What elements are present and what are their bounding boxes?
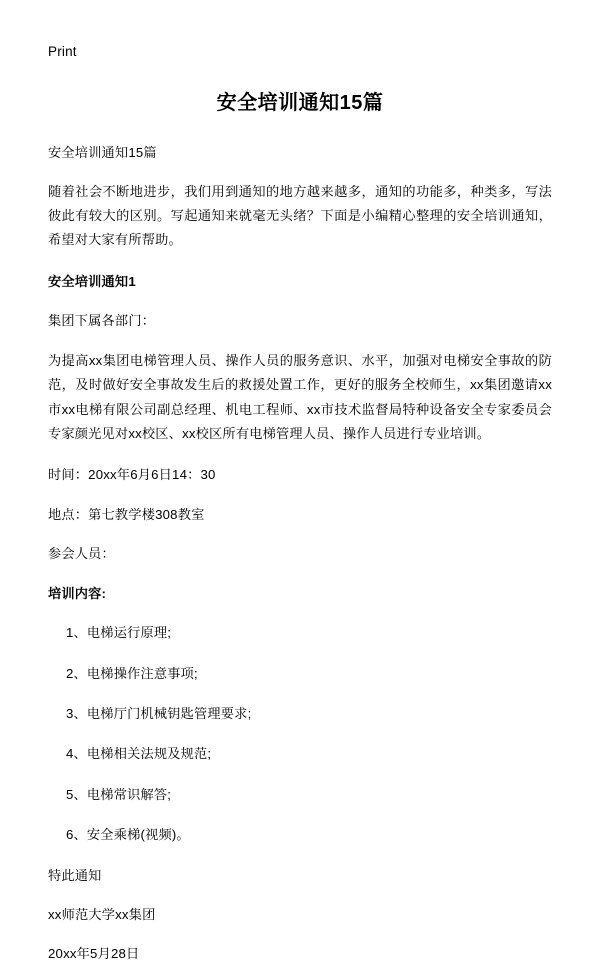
page-title: 安全培训通知15篇 (216, 92, 384, 115)
time-line: 时间：20xx年6月6日14：30 (48, 467, 216, 483)
signature-line: xx师范大学xx集团 (48, 907, 156, 923)
content-heading: 培训内容: (48, 585, 107, 601)
list-item: 1、电梯运行原理; (66, 625, 172, 641)
document-subtitle: 安全培训通知15篇 (48, 145, 157, 161)
section-heading: 安全培训通知1 (48, 273, 136, 289)
list-item: 6、安全乘梯(视频)。 (66, 827, 190, 843)
list-item: 2、电梯操作注意事项; (66, 665, 198, 681)
list-item: 5、电梯常识解答; (66, 786, 172, 802)
recipient-line: 集团下属各部门： (48, 313, 156, 329)
print-link[interactable]: Print (48, 44, 77, 59)
closing-line: 特此通知 (48, 867, 102, 883)
list-item: 4、电梯相关法规及规范; (66, 746, 212, 762)
attendees-line: 参会人员： (48, 546, 115, 562)
place-line: 地点：第七教学楼308教室 (48, 506, 205, 522)
date-line: 20xx年5月28日 (48, 946, 140, 962)
list-item: 3、电梯厅门机械钥匙管理要求; (66, 705, 252, 721)
intro-paragraph: 随着社会不断地进步，我们用到通知的地方越来越多，通知的功能多，种类多，写法彼此有较大的区别。写起通知来就毫无头绪？下面是小编精心整理的安全培训通知，希望对大家有所帮助。 (48, 183, 552, 248)
body-paragraph: 为提高xx集团电梯管理人员、操作人员的服务意识、水平，加强对电梯安全事故的防范，及时做好安全事故发生后的救援处置工作，更好的服务全校师生，xx集团邀请xx市xx电梯有限公司副总经理、机电工程师、xx市技术监督局特种设备安全专家委员会专家颜光见对xx校区、xx校区所有电梯管理人员、操作人员进行专业培训。 (48, 352, 552, 441)
